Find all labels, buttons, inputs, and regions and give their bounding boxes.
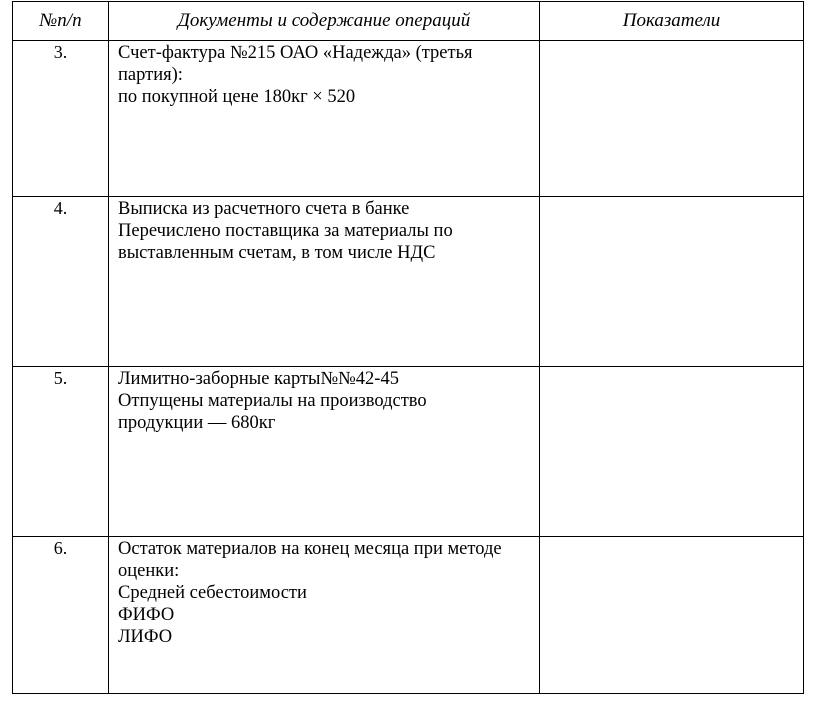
content-line: Лимитно-заборные карты№№42-45 [118,369,399,389]
row-indicator-cell [540,41,804,197]
row-content [109,367,540,537]
row-indicator-cell [540,537,804,694]
content-line: продукции — 680кг [118,413,276,433]
content-line: ФИФО [118,605,175,625]
row-number: 5. [13,367,109,537]
row-content [109,537,540,694]
table-row [13,537,804,694]
content-line: выставленным счетам, в том числе НДС [118,243,436,263]
table-row [13,41,804,197]
content-line: Счет-фактура №215 ОАО «Надежда» (третья [118,43,473,63]
table-row [13,367,804,537]
header-documents: Документы и содержание операций [109,2,540,41]
row-indicator-cell [540,367,804,537]
content-line: по покупной цене 180кг × 520 [118,87,356,107]
content-line: оценки: [118,561,180,581]
row-content [109,41,540,197]
header-number: №п/п [13,2,109,41]
content-line: Отпущены материалы на производство [118,391,427,411]
content-line: Остаток материалов на конец месяца при методе [118,539,502,559]
content-line: Средней себестоимости [118,583,307,603]
row-indicator-cell [540,197,804,367]
content-line: Перечислено поставщика за материалы по [118,221,453,241]
row-number: 6. [13,537,109,694]
header-indicators: Показатели [540,2,804,41]
content-line: партия): [118,65,183,85]
table-row [13,197,804,367]
operations-table [12,1,804,694]
row-content [109,197,540,367]
table-header-row [13,2,804,41]
content-line: Выписка из расчетного счета в банке [118,199,410,219]
content-line: ЛИФО [118,627,173,647]
row-number: 3. [13,41,109,197]
row-number: 4. [13,197,109,367]
